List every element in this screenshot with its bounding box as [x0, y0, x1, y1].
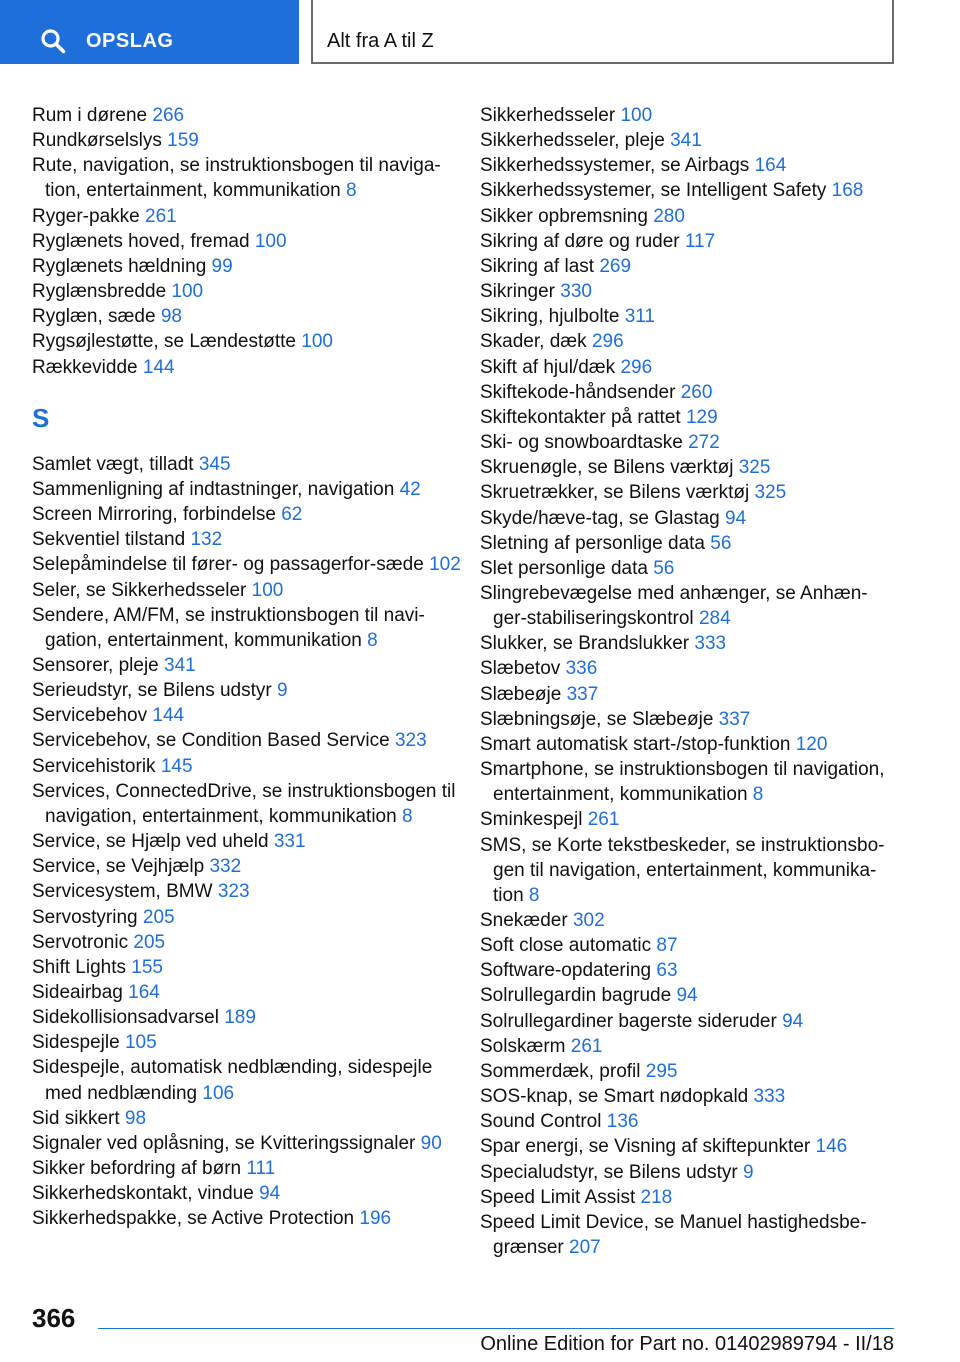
index-entry — [480, 405, 900, 430]
index-entry — [32, 653, 472, 678]
page-reference-link[interactable]: 117 — [684, 230, 716, 252]
index-entry-term: Servicehistorik — [32, 755, 156, 777]
index-entry-term: Software-opdatering — [480, 960, 652, 982]
page-reference-link[interactable]: 63 — [656, 960, 678, 982]
index-entry — [480, 958, 900, 983]
page-reference-link[interactable]: 145 — [160, 755, 193, 777]
index-entry-term: Skift af hjul/dæk — [480, 356, 616, 378]
page-reference-link[interactable]: 325 — [738, 457, 771, 479]
index-entry-term: Ryglænets hældning — [32, 255, 207, 277]
index-entry — [480, 807, 900, 832]
index-entry-term: Smart automatisk start-/stop-funktion — [480, 733, 791, 755]
index-entry-term: Sound Control — [480, 1111, 602, 1133]
index-group-s — [32, 452, 472, 1232]
index-entry — [480, 455, 900, 480]
index-entry — [480, 329, 900, 354]
page-reference-link[interactable]: 100 — [171, 281, 204, 303]
index-entry — [480, 153, 900, 178]
index-entry-term: Sikkerhedsseler, pleje — [480, 130, 665, 152]
page-reference-link[interactable]: 261 — [145, 205, 177, 227]
index-entry-term: Services, ConnectedDrive, se instruktionsbogen til navigation, entertainment, kommunikation — [32, 780, 456, 827]
index-entry-term: Sikringer — [480, 281, 555, 303]
index-entry-term: Sikring af døre og ruder — [480, 230, 680, 252]
index-entry — [32, 552, 472, 577]
index-entry — [480, 983, 900, 1008]
index-entry-term: Skiftekode-håndsender — [480, 381, 676, 403]
index-entry — [32, 1206, 472, 1231]
index-entry-term: Sommerdæk, profil — [480, 1060, 641, 1082]
index-entry-term: Slæbeøje — [480, 683, 562, 705]
footer-divider — [98, 1328, 894, 1329]
page-reference-link[interactable]: 164 — [754, 155, 787, 177]
index-entry — [480, 933, 900, 958]
index-entry — [480, 304, 900, 329]
index-entry-term: Sikkerhedssystemer, se Intelligent Safety — [480, 180, 827, 202]
index-entry-term: Rum i dørene — [32, 105, 148, 126]
page-reference-link[interactable]: 296 — [620, 356, 653, 378]
index-entry — [480, 1034, 900, 1059]
index-entry — [32, 854, 472, 879]
index-entry-term: Slæbetov — [480, 658, 561, 680]
index-entry-term: Skruetrækker, se Bilens værktøj — [480, 482, 750, 504]
page-reference-link[interactable]: 98 — [124, 1107, 147, 1129]
index-entry — [32, 779, 472, 829]
index-entry — [480, 531, 900, 556]
page-reference-link[interactable]: 100 — [254, 230, 287, 252]
index-entry-term: Rækkevidde — [32, 356, 138, 378]
index-entry-term: SOS-knap, se Smart nødopkald — [480, 1086, 749, 1108]
index-entry-term: Skader, dæk — [480, 331, 587, 353]
index-entry-term: Skyde/hæve-tag, se Glastag — [480, 507, 720, 529]
page-number: 366 — [32, 1303, 76, 1333]
index-entry — [480, 355, 900, 380]
index-entry-term: Sendere, AM/FM, se instruktionsbogen til navi‐gation, entertainment, kommunikation — [32, 604, 425, 651]
index-entry-term: Skruenøgle, se Bilens værktøj — [480, 457, 734, 479]
search-icon — [40, 28, 66, 54]
page-reference-link[interactable]: 90 — [420, 1132, 442, 1154]
index-entry — [32, 829, 472, 854]
page-reference-link[interactable]: 100 — [620, 105, 653, 126]
index-entry-term: Sminkespejl — [480, 809, 583, 831]
index-entry — [32, 1055, 472, 1105]
index-entry — [480, 1134, 900, 1159]
index-entry — [32, 329, 472, 354]
page-reference-link[interactable]: 159 — [167, 130, 199, 152]
index-entry — [480, 480, 900, 505]
index-entry-term: Sikkerhedspakke, se Active Protection — [32, 1208, 355, 1230]
index-entry-term: Sideairbag — [32, 982, 123, 1003]
index-entry-term: Sensorer, pleje — [32, 654, 159, 676]
index-entry — [32, 1005, 472, 1030]
index-entry-term: Specialudstyr, se Bilens udstyr — [480, 1161, 738, 1183]
page-reference-link[interactable]: 8 — [528, 884, 540, 906]
index-entry-term: Sidekollisionsadvarsel — [32, 1007, 219, 1029]
index-entry-term: Serieudstyr, se Bilens udstyr — [32, 680, 272, 702]
index-entry-term: Ryglænsbredde — [32, 281, 167, 303]
index-group-r — [32, 103, 472, 380]
index-entry — [32, 930, 472, 955]
index-entry — [32, 1030, 472, 1055]
index-entry — [32, 128, 472, 153]
page-reference-link[interactable]: 205 — [142, 906, 175, 928]
index-entry — [480, 1210, 900, 1260]
index-entry — [32, 452, 472, 477]
index-entry — [32, 477, 472, 502]
page-reference-link[interactable]: 331 — [273, 831, 306, 853]
index-entry — [32, 1156, 472, 1181]
index-entry — [480, 908, 900, 933]
page-reference-link[interactable]: 189 — [224, 1007, 256, 1029]
index-column-right — [480, 103, 900, 1260]
index-entry-term: Sidespejle, automatisk nedblænding, sidespejle med nedblænding — [32, 1057, 433, 1104]
page-reference-link[interactable]: 146 — [815, 1136, 848, 1158]
index-entry — [480, 757, 900, 807]
index-entry — [32, 578, 472, 603]
page-reference-link[interactable]: 105 — [124, 1032, 157, 1054]
page-reference-link[interactable]: 345 — [198, 453, 231, 475]
page-reference-link[interactable]: 196 — [359, 1208, 392, 1230]
page-reference-link[interactable]: 205 — [133, 931, 166, 953]
index-entry — [32, 754, 472, 779]
index-entry — [32, 905, 472, 930]
index-entry — [480, 833, 900, 908]
page-reference-link[interactable]: 341 — [670, 130, 702, 152]
page-reference-link[interactable]: 129 — [685, 406, 718, 428]
page-reference-link[interactable]: 218 — [640, 1186, 673, 1208]
index-entry — [32, 304, 472, 329]
page-reference-link[interactable]: 266 — [152, 105, 185, 126]
page-reference-link[interactable]: 164 — [128, 982, 160, 1003]
page-reference-link[interactable]: 94 — [676, 985, 698, 1007]
index-entry-term: Sidespejle — [32, 1032, 120, 1054]
page-reference-link[interactable]: 280 — [653, 205, 685, 227]
index-entry — [32, 1181, 472, 1206]
index-entry-term: Screen Mirroring, forbindelse — [32, 504, 276, 526]
page-reference-link[interactable]: 100 — [301, 331, 333, 353]
index-entry-term: Solrullegardin bagrude — [480, 985, 672, 1007]
page-reference-link[interactable]: 284 — [698, 608, 731, 630]
index-entry — [32, 153, 472, 203]
page-reference-link[interactable]: 168 — [831, 180, 864, 202]
page-reference-link[interactable]: 330 — [560, 281, 592, 303]
page-reference-link[interactable]: 42 — [399, 478, 421, 500]
index-entry — [480, 1109, 900, 1134]
index-entry-term: Seler, se Sikkerhedsseler — [32, 579, 247, 601]
index-entry — [480, 229, 900, 254]
section-letter: S — [32, 402, 50, 433]
index-entry — [32, 1131, 472, 1156]
index-entry — [480, 732, 900, 757]
index-entry — [32, 279, 472, 304]
index-entry — [480, 380, 900, 405]
index-entry-term: Shift Lights — [32, 956, 126, 978]
index-entry-term: Solrullegardiner bagerste sideruder — [480, 1010, 777, 1032]
page-reference-link[interactable]: 132 — [190, 529, 223, 551]
index-entry — [480, 656, 900, 681]
index-entry — [480, 556, 900, 581]
index-entry-term: Servicebehov — [32, 705, 148, 727]
index-entry-term: Service, se Hjælp ved uheld — [32, 831, 269, 853]
page-reference-link[interactable]: 98 — [160, 306, 182, 328]
page-reference-link[interactable]: 9 — [742, 1161, 754, 1183]
page-reference-link[interactable]: 155 — [131, 956, 163, 978]
index-entry — [480, 103, 900, 128]
index-entry — [480, 581, 900, 631]
page-reference-link[interactable]: 341 — [164, 654, 196, 676]
page-reference-link[interactable]: 136 — [606, 1111, 639, 1133]
index-entry-term: Sikring af last — [480, 255, 595, 277]
index-entry-term: Servostyring — [32, 906, 138, 928]
index-entry — [32, 879, 472, 904]
index-entry-term: Solskærm — [480, 1035, 566, 1057]
index-entry-term: Ryglæn, sæde — [32, 306, 156, 328]
index-entry — [32, 502, 472, 527]
section-tab-opslag[interactable] — [0, 0, 299, 64]
page-reference-link[interactable]: 99 — [211, 255, 233, 277]
page-reference-link[interactable]: 94 — [259, 1183, 281, 1205]
page-reference-link[interactable]: 337 — [718, 708, 751, 730]
index-entry — [480, 1009, 900, 1034]
index-entry — [32, 703, 472, 728]
index-entry — [480, 430, 900, 455]
index-entry — [480, 128, 900, 153]
page-reference-link[interactable]: 94 — [725, 507, 747, 529]
index-entry — [480, 682, 900, 707]
page-reference-link[interactable]: 323 — [394, 730, 427, 752]
index-entry — [480, 1059, 900, 1084]
index-entry — [32, 103, 472, 128]
index-entry-term: Rygsøjlestøtte, se Lændestøtte — [32, 331, 296, 353]
index-entry-term: Signaler ved oplåsning, se Kvitteringssignaler — [32, 1132, 416, 1154]
index-entry-term: Slukker, se Brandslukker — [480, 633, 690, 655]
index-entry-term: Skiftekontakter på rattet — [480, 406, 681, 428]
page-reference-link[interactable]: 102 — [429, 554, 461, 576]
page-reference-link[interactable]: 8 — [367, 629, 378, 651]
page-reference-link[interactable]: 337 — [566, 683, 599, 705]
page-reference-link[interactable]: 332 — [209, 856, 242, 878]
index-entry-term: Speed Limit Assist — [480, 1186, 636, 1208]
index-entry-term: Servicebehov, se Condition Based Service — [32, 730, 390, 752]
index-entry-term: Rundkørselslys — [32, 130, 162, 152]
index-entry — [480, 1185, 900, 1210]
index-entry-term: Spar energi, se Visning af skiftepunkter — [480, 1136, 811, 1158]
page-reference-link[interactable]: 207 — [569, 1237, 601, 1259]
page-reference-link[interactable]: 272 — [688, 432, 720, 454]
index-entry-term: Sammenligning af indtastninger, navigation — [32, 478, 395, 500]
page-reference-link[interactable]: 333 — [753, 1086, 786, 1108]
page-reference-link[interactable]: 106 — [202, 1082, 235, 1104]
page-reference-link[interactable]: 295 — [645, 1060, 678, 1082]
page-reference-link[interactable]: 333 — [694, 633, 727, 655]
page-reference-link[interactable]: 111 — [246, 1158, 276, 1180]
index-entry — [480, 254, 900, 279]
index-entry-term: Speed Limit Device, se Manuel hastighedsbe‐grænser — [480, 1211, 867, 1259]
index-entry-term: Servicesystem, BMW — [32, 881, 213, 903]
index-column-left — [32, 103, 472, 1232]
page-reference-link[interactable]: 120 — [795, 733, 828, 755]
index-entry-term: Selepåmindelse til fører- og passagerfor‐sæde — [32, 554, 424, 576]
index-entry-term: Ryglænets hoved, fremad — [32, 230, 250, 252]
index-entry-term: Snekæder — [480, 910, 568, 931]
index-entry — [32, 254, 472, 279]
index-entry-term: Servotronic — [32, 931, 129, 953]
page-reference-link[interactable]: 296 — [591, 331, 624, 353]
index-entry — [32, 527, 472, 552]
index-entry — [480, 707, 900, 732]
chapter-title: Alt fra A til Z — [327, 30, 434, 52]
page-reference-link[interactable]: 87 — [656, 935, 678, 957]
index-entry-term: Sikkerhedskontakt, vindue — [32, 1183, 254, 1205]
index-entry-term: SMS, se Korte tekstbeskeder, se instruktionsbo‐gen til navigation, entertainment, kommunika‐tion — [480, 834, 885, 906]
index-entry-term: Sekventiel tilstand — [32, 529, 186, 551]
footer-edition-text: Online Edition for Part no. 01402989794 - II/18 — [480, 1333, 894, 1355]
page-reference-link[interactable]: 269 — [599, 255, 632, 277]
page-reference-link[interactable]: 100 — [251, 579, 284, 601]
index-entry-term: Ski- og snowboardtaske — [480, 432, 683, 454]
section-label: OPSLAG — [86, 30, 174, 52]
index-entry — [32, 980, 472, 1005]
index-entry-term: Slæbningsøje, se Slæbeøje — [480, 708, 714, 730]
index-group-s-continued — [480, 103, 900, 1260]
page-reference-link[interactable]: 8 — [346, 180, 357, 202]
index-entry-term: Sid sikkert — [32, 1107, 120, 1129]
index-entry — [480, 1160, 900, 1185]
page-reference-link[interactable]: 261 — [587, 809, 620, 831]
index-entry-term: Soft close automatic — [480, 935, 652, 957]
page-reference-link[interactable]: 336 — [565, 658, 598, 680]
index-entry — [480, 506, 900, 531]
index-entry — [32, 728, 472, 753]
page-reference-link[interactable]: 325 — [754, 482, 787, 504]
index-entry-term: Sikker opbremsning — [480, 205, 648, 227]
index-entry-term: Rute, navigation, se instruktionsbogen til naviga‐tion, entertainment, kommunikation — [32, 155, 441, 202]
page-reference-link[interactable]: 8 — [752, 784, 764, 806]
page-reference-link[interactable]: 144 — [152, 705, 185, 727]
index-entry-term: Service, se Vejhjælp — [32, 856, 205, 878]
index-entry-term: Sikker befordring af børn — [32, 1158, 242, 1180]
index-entry-term: Sikring, hjulbolte — [480, 306, 620, 328]
index-entry — [32, 204, 472, 229]
index-entry — [480, 204, 900, 229]
page-reference-link[interactable]: 311 — [624, 306, 655, 328]
page-reference-link[interactable]: 94 — [782, 1010, 804, 1032]
index-entry — [32, 355, 472, 380]
page-reference-link[interactable]: 62 — [281, 504, 303, 526]
page-reference-link[interactable]: 302 — [572, 910, 605, 931]
index-entry-term: Ryger-pakke — [32, 205, 140, 227]
index-entry — [480, 279, 900, 304]
page-reference-link[interactable]: 261 — [570, 1035, 603, 1057]
index-entry — [32, 1106, 472, 1131]
index-entry — [480, 178, 900, 203]
index-entry-term: Sletning af personlige data — [480, 532, 705, 554]
index-entry — [32, 678, 472, 703]
index-entry-term: Sikkerhedsseler — [480, 105, 616, 126]
index-entry — [480, 1084, 900, 1109]
page-reference-link[interactable]: 56 — [710, 532, 732, 554]
index-entry — [32, 955, 472, 980]
index-entry-term: Slet personlige data — [480, 557, 648, 579]
index-entry-term: Slingrebevægelse med anhænger, se Anhæn‐ger-stabiliseringskontrol — [480, 582, 868, 630]
index-entry — [480, 631, 900, 656]
page-reference-link[interactable]: 56 — [653, 557, 675, 579]
page-reference-link[interactable]: 323 — [217, 881, 250, 903]
page-reference-link[interactable]: 260 — [680, 381, 713, 403]
page-reference-link[interactable]: 144 — [142, 356, 175, 378]
index-entry — [32, 603, 472, 653]
page-reference-link[interactable]: 9 — [277, 680, 288, 702]
page-reference-link[interactable]: 8 — [401, 805, 413, 827]
index-entry-term: Samlet vægt, tilladt — [32, 453, 194, 475]
index-entry-term: Smartphone, se instruktionsbogen til navigation, entertainment, kommunikation — [480, 759, 885, 806]
index-entry — [32, 229, 472, 254]
chapter-header — [311, 0, 894, 64]
index-entry-term: Sikkerhedssystemer, se Airbags — [480, 155, 750, 177]
